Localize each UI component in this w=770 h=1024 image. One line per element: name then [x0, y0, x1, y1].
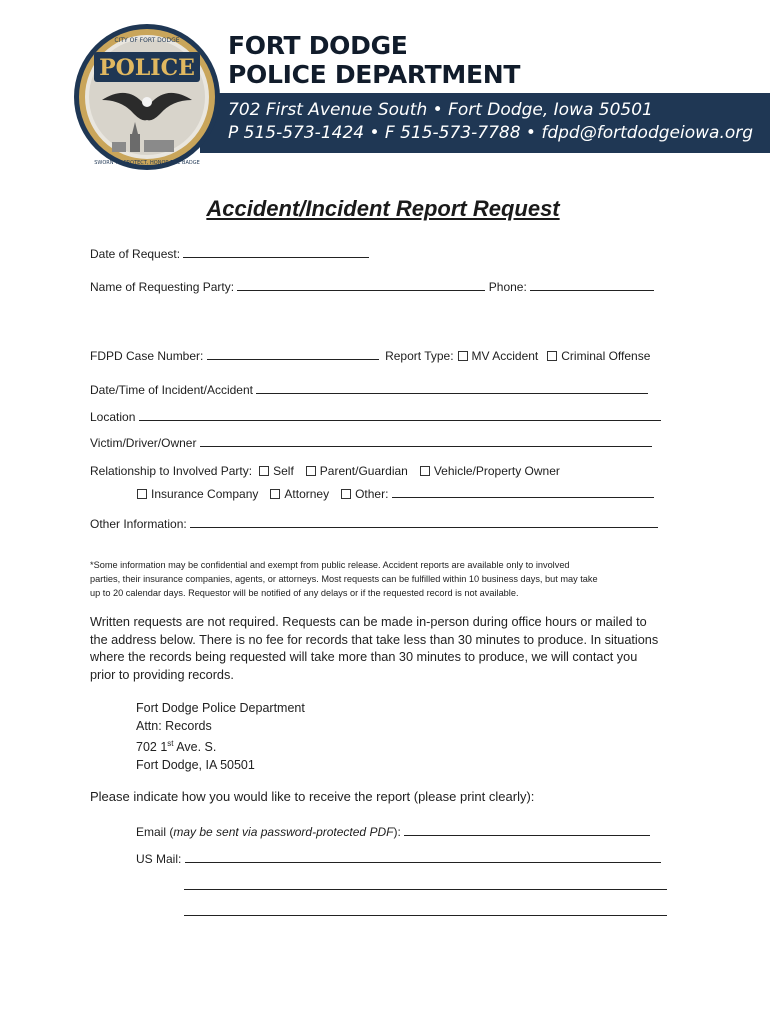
form-title: Accident/Incident Report Request: [206, 196, 560, 221]
datetime-label: Date/Time of Incident/Accident: [90, 383, 253, 397]
mv-accident-checkbox[interactable]: [458, 351, 468, 361]
victim-label: Victim/Driver/Owner: [90, 436, 197, 450]
confidentiality-notice: [90, 558, 680, 601]
phone-field[interactable]: [530, 279, 654, 291]
datetime-field[interactable]: [256, 382, 648, 394]
victim-field[interactable]: [200, 435, 652, 447]
parent-guardian-option: Parent/Guardian: [319, 464, 408, 478]
insurance-company-checkbox[interactable]: [137, 489, 147, 499]
us-mail-label: US Mail:: [136, 852, 182, 866]
relationship-row: [90, 464, 560, 478]
mailing-address: [136, 700, 305, 775]
email-row: Email (may be sent via password-protected PDF):: [136, 824, 650, 839]
self-option: Self: [273, 464, 294, 478]
notice-line-2: parties, their insurance companies, agents, or attorneys. Most requests can be fulfilled within 10 business days, but may take: [90, 574, 598, 585]
date-of-request-label: Date of Request:: [90, 247, 181, 261]
report-type-label: Report Type:: [385, 349, 454, 363]
requesting-party-row: [90, 279, 654, 294]
dept-name-line2: POLICE DEPARTMENT: [228, 60, 521, 89]
police-seal-logo: [72, 22, 222, 172]
seal-bottom-text: SWORN TO PROTECT, HONOR THE BADGE: [94, 160, 200, 166]
notice-line-3: up to 20 calendar days. Requestor will be notified of any delays or if the requested record is not available.: [90, 588, 519, 599]
other-info-label: Other Information:: [90, 517, 187, 531]
date-of-request-row: [90, 246, 369, 261]
us-mail-field-1[interactable]: [185, 851, 661, 863]
instructions-line-4: prior to providing records.: [90, 667, 234, 682]
case-number-row: [90, 348, 650, 363]
attorney-option: Attorney: [284, 487, 330, 501]
other-checkbox[interactable]: [341, 489, 351, 499]
location-field[interactable]: [139, 409, 661, 421]
other-field[interactable]: [392, 486, 654, 498]
notice-line-1: *Some information may be confidential and exempt from public release. Accident reports are available only to involved: [90, 560, 570, 570]
dept-name-line1: FORT DODGE: [228, 31, 408, 60]
criminal-offense-option: Criminal Offense: [561, 349, 651, 363]
insurance-company-option: Insurance Company: [151, 487, 259, 501]
dept-contact: P 515-573-1424 • F 515-573-7788 • fdpd@fortdodgeiowa.org: [228, 123, 754, 143]
relationship-row-2: [133, 486, 654, 501]
date-of-request-field[interactable]: [183, 246, 369, 258]
address-line-4: Fort Dodge, IA 50501: [136, 757, 255, 772]
us-mail-row: [136, 851, 661, 866]
instructions-line-3: where the records being requested will take more than 30 minutes to produce, we will contact you: [90, 650, 638, 665]
us-mail-field-2[interactable]: [184, 889, 667, 890]
case-number-field[interactable]: [207, 348, 379, 360]
phone-label: Phone:: [488, 280, 527, 294]
instructions-paragraph: [90, 614, 680, 684]
instructions-line-2: the address below. There is no fee for records that take less than 30 minutes to produce. In situations: [90, 632, 659, 647]
requesting-party-label: Name of Requesting Party:: [90, 280, 235, 294]
vehicle-owner-checkbox[interactable]: [420, 466, 430, 476]
dept-address: 702 First Avenue South • Fort Dodge, Iowa 50501: [228, 100, 653, 120]
victim-row: [90, 435, 652, 450]
location-row: [90, 409, 661, 424]
self-checkbox[interactable]: [259, 466, 269, 476]
other-info-row: [90, 516, 658, 531]
seal-top-text: CITY OF FORT DODGE: [114, 37, 180, 44]
other-option: Other:: [355, 487, 389, 501]
address-line-1: Fort Dodge Police Department: [136, 701, 305, 715]
location-label: Location: [90, 410, 136, 424]
us-mail-field-3[interactable]: [184, 915, 667, 916]
vehicle-owner-option: Vehicle/Property Owner: [433, 464, 560, 478]
email-field[interactable]: [404, 824, 650, 836]
other-info-field[interactable]: [190, 516, 658, 528]
address-line-2: Attn: Records: [136, 718, 212, 733]
relationship-label: Relationship to Involved Party:: [90, 464, 253, 478]
mv-accident-option: MV Accident: [471, 349, 539, 363]
delivery-prompt: Please indicate how you would like to receive the report (please print clearly):: [90, 789, 535, 804]
address-line-3: 702 1st Ave. S.: [136, 739, 217, 755]
email-note: may be sent via password-protected PDF: [173, 825, 394, 839]
email-label: Email (: [136, 825, 174, 839]
instructions-line-1: Written requests are not required. Requests can be made in-person during office hours or mailed to: [90, 615, 647, 629]
seal-word: POLICE: [99, 55, 195, 81]
datetime-row: [90, 382, 648, 397]
parent-guardian-checkbox[interactable]: [306, 466, 316, 476]
criminal-offense-checkbox[interactable]: [547, 351, 557, 361]
case-number-label: FDPD Case Number:: [90, 349, 204, 363]
attorney-checkbox[interactable]: [270, 489, 280, 499]
requesting-party-field[interactable]: [237, 279, 485, 291]
